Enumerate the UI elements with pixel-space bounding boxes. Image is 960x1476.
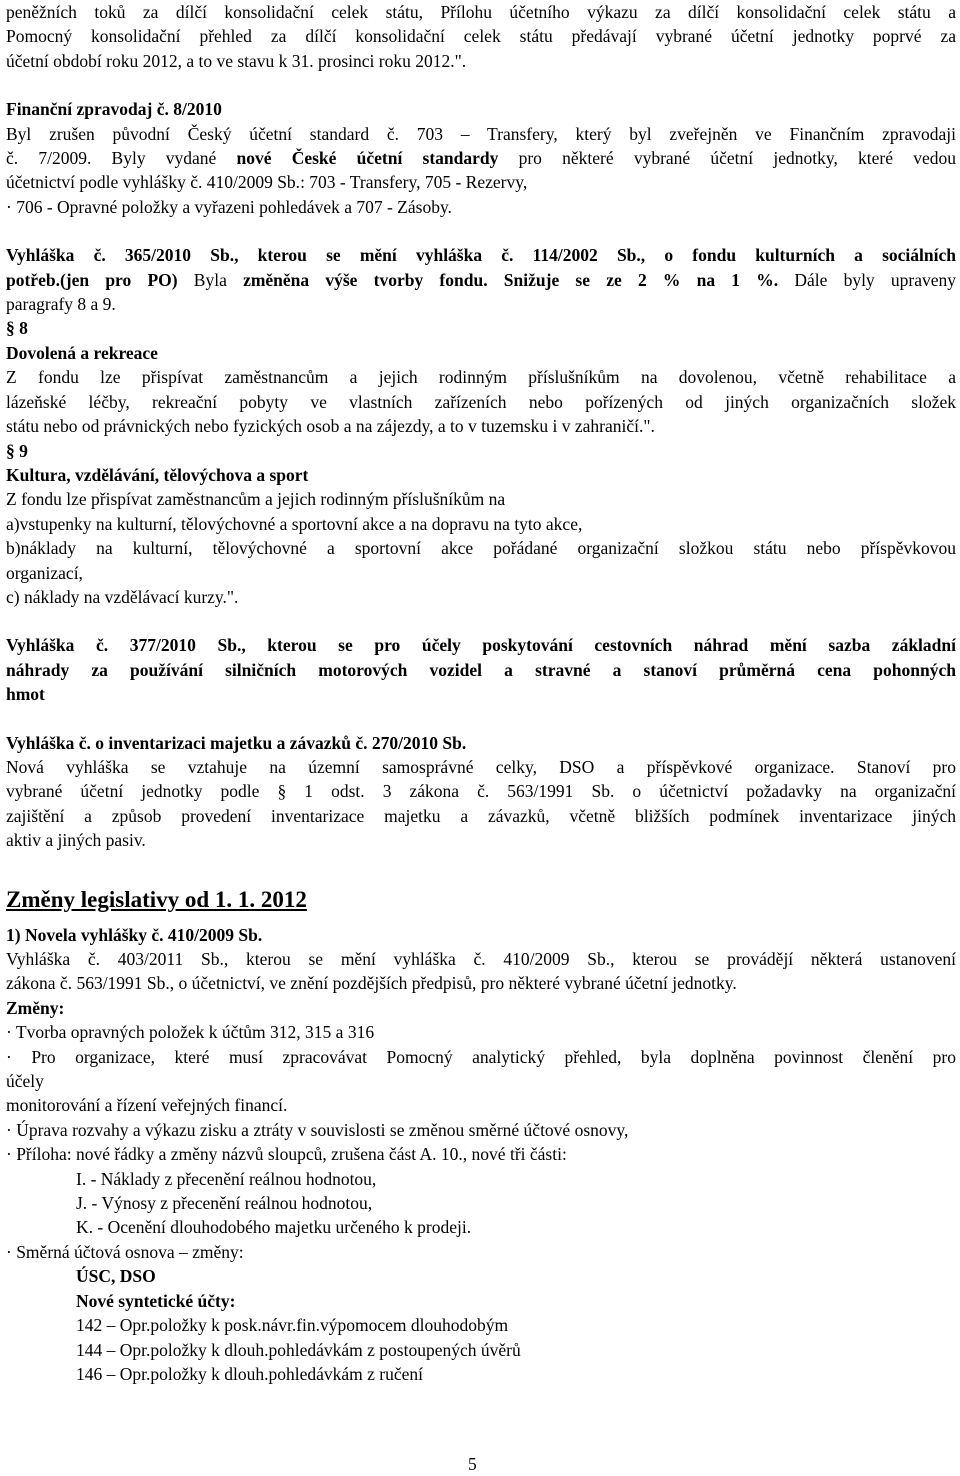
zmeny-line: Vyhláška č. 403/2011 Sb., kterou se mění vyhláška č. 410/2009 Sb., kterou se provádějí některá ustanovení	[6, 949, 956, 969]
sub-heading: ÚSC, DSO	[76, 1266, 156, 1287]
bullet-item: monitorování a řízení veřejných financí.	[6, 1095, 288, 1116]
section-heading: Změny legislativy od 1. 1. 2012	[6, 886, 307, 912]
v377-heading: náhrady za používání silničních motorových vozidel a stravné a stanoví průměrná cena pohonných	[6, 659, 956, 680]
section-8-line: Z fondu lze přispívat zaměstnancům a jejich rodinným příslušníkům na dovolenou, včetně rehabilitace a	[6, 367, 956, 388]
zmeny-label: Změny:	[6, 997, 65, 1018]
account-item: 142 – Opr.položky k posk.návr.fin.výpomocem dlouhodobým	[76, 1315, 509, 1336]
account-item: 146 – Opr.položky k dlouh.pohledávkám z ručení	[76, 1363, 424, 1384]
section-8-symbol: § 8	[6, 318, 28, 339]
sub-item: J. - Výnosy z přecenění reálnou hodnotou,	[76, 1193, 373, 1214]
document-page	[6, 0, 956, 1386]
fz-heading: Finanční zpravodaj č. 8/2010	[6, 99, 222, 120]
fz-line: účetnictví podle vyhlášky č. 410/2009 Sb.: 703 - Transfery, 705 - Rezervy,	[6, 172, 528, 193]
intro-line: účetní období roku 2012, a to ve stavu k 31. prosinci roku 2012.".	[6, 50, 467, 71]
v365-line: potřeb.(jen pro PO) Byla změněna výše tvorby fondu. Snižuje se ze 2 % na 1 %. Dále byly upraveny	[6, 269, 957, 290]
section-9-line: Z fondu lze přispívat zaměstnancům a jejich rodinným příslušníkům na	[6, 489, 506, 510]
intro-line: peněžních toků za dílčí konsolidační celek státu, Přílohu účetního výkazu za dílčí konsolidační celek státu a	[6, 2, 956, 22]
fz-line: Byl zrušen původní Český účetní standard č. 703 – Transfery, který byl zveřejněn ve Finančním zpravodaji	[6, 123, 956, 144]
sub-item: I. - Náklady z přecenění reálnou hodnotou,	[76, 1168, 377, 1189]
v270-line: Nová vyhláška se vztahuje na územní samosprávné celky, DSO a příspěvkové organizace. Stanoví pro	[6, 756, 956, 777]
v365-line: paragrafy 8 a 9.	[6, 294, 116, 315]
bullet-item: · Příloha: nové řádky a změny názvů sloupců, zrušena část A. 10., nové tři části:	[6, 1144, 567, 1165]
fz-line: č. 7/2009. Byly vydané nové České účetní standardy pro některé vybrané účetní jednotky, které vedou	[6, 148, 956, 169]
page-number: 5	[468, 1454, 477, 1474]
v377-heading: Vyhláška č. 377/2010 Sb., kterou se pro účely poskytování cestovních náhrad mění sazba základní	[6, 635, 956, 656]
sub-item: K. - Ocenění dlouhodobého majetku určeného k prodeji.	[76, 1217, 472, 1238]
v377-heading: hmot	[6, 684, 45, 705]
section-9-line: b)náklady na kulturní, tělovýchovné a sportovní akce pořádané organizační složkou státu nebo příspěvkovou	[6, 538, 956, 559]
section-9-title: Kultura, vzdělávání, tělovýchova a sport	[6, 464, 309, 485]
account-item: 144 – Opr.položky k dlouh.pohledávkám z postoupených úvěrů	[76, 1339, 521, 1360]
bullet-item: účely	[6, 1071, 44, 1092]
fz-line: · 706 - Opravné položky a vyřazeni pohledávek a 707 - Zásoby.	[6, 196, 452, 217]
subsection-heading: 1) Novela vyhlášky č. 410/2009 Sb.	[6, 924, 263, 945]
section-9-line: organizací,	[6, 562, 83, 583]
v365-heading: Vyhláška č. 365/2010 Sb., kterou se mění vyhláška č. 114/2002 Sb., o fondu kulturních a sociálních	[6, 245, 956, 266]
section-8-line: státu nebo od právnických nebo fyzických osob a na zájezdy, a to v tuzemsku i v zahraničí.".	[6, 416, 655, 437]
bullet-item: · Směrná účtová osnova – změny:	[6, 1241, 244, 1262]
bullet-item: · Tvorba opravných položek k účtům 312, 315 a 316	[6, 1022, 375, 1043]
bullet-item: · Úprava rozvahy a výkazu zisku a ztráty v souvislosti se změnou směrné účtové osnovy,	[6, 1119, 629, 1140]
section-9-line: a)vstupenky na kulturní, tělovýchovné a sportovní akce a na dopravu na tyto akce,	[6, 513, 583, 534]
sub-heading: Nové syntetické účty:	[76, 1290, 236, 1311]
intro-line: Pomocný konsolidační přehled za dílčí konsolidační celek státu předávají vybrané účetní jednotky poprvé za	[6, 26, 956, 47]
bullet-item: · Pro organizace, které musí zpracovávat Pomocný analytický přehled, byla doplněna povinnost členění pro	[6, 1046, 956, 1067]
section-8-line: lázeňské léčby, rekreační pobyty ve vlastních zařízeních nebo pořízených od jiných organizačních složek	[6, 391, 956, 412]
section-8-title: Dovolená a rekreace	[6, 342, 158, 363]
section-9-line: c) náklady na vzdělávací kurzy.".	[6, 586, 239, 607]
v270-line: vybrané účetní jednotky podle § 1 odst. 3 zákona č. 563/1991 Sb. o účetnictví požadavky na organizační	[6, 781, 956, 802]
zmeny-line: zákona č. 563/1991 Sb., o účetnictví, ve znění pozdějších předpisů, pro některé vybrané účetní jednotky.	[6, 973, 737, 994]
section-9-symbol: § 9	[6, 440, 28, 461]
v270-heading: Vyhláška č. o inventarizaci majetku a závazků č. 270/2010 Sb.	[6, 732, 467, 753]
v270-line: zajištění a způsob provedení inventarizace majetku a závazků, včetně bližších podmínek inventarizace jiných	[6, 805, 956, 826]
v270-line: aktiv a jiných pasiv.	[6, 830, 146, 851]
